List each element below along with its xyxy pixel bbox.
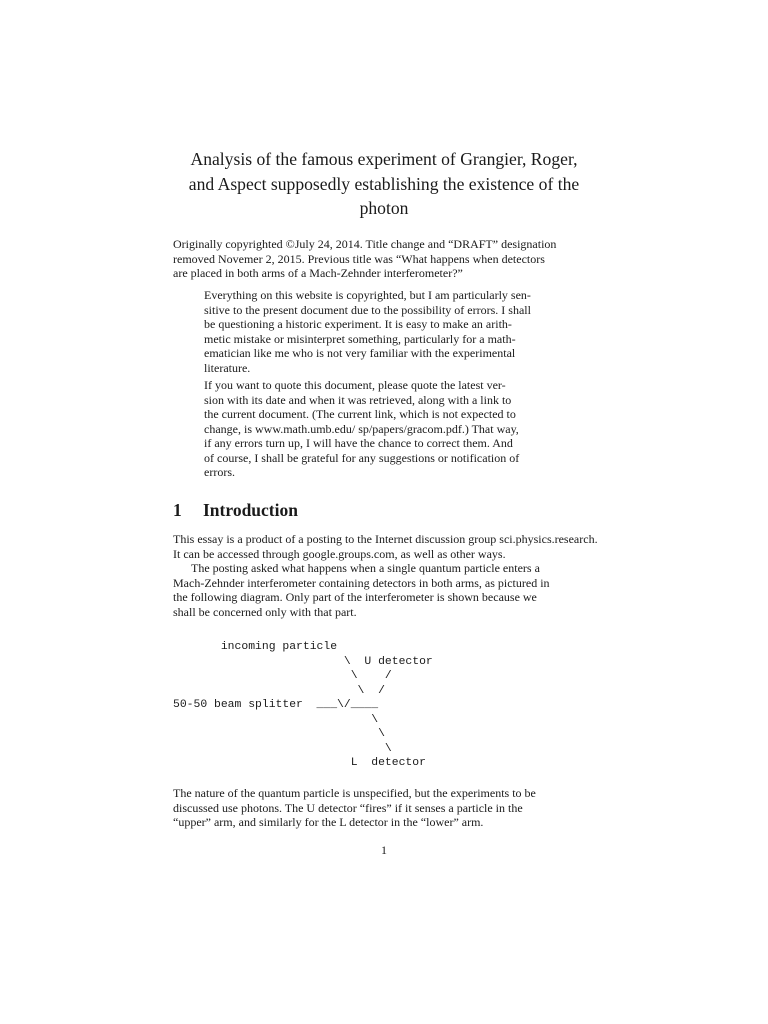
notice-paragraph-1	[204, 288, 588, 375]
section-heading	[173, 499, 298, 521]
body-line: This essay is a product of a posting to the Internet discussion group sci.physics.research.	[173, 532, 598, 546]
notice-line: literature.	[204, 360, 251, 375]
body-line: shall be concerned only with that part.	[173, 604, 357, 619]
body-paragraphs	[173, 532, 618, 619]
diagram-line: L detector	[173, 757, 426, 769]
page-number: 1	[381, 843, 387, 857]
copyright-line: Originally copyrighted ©July 24, 2014. Title change and “DRAFT” designation	[173, 237, 557, 251]
notice-line: the current document. (The current link, which is not expected to	[204, 407, 516, 421]
diagram-line: \ U detector	[173, 655, 433, 668]
interferometer-diagram	[173, 640, 433, 771]
notice-line: change, is www.math.umb.edu/ sp/papers/gracom.pdf.) That way,	[204, 421, 519, 436]
diagram-line: 50-50 beam splitter ___\/____	[173, 699, 379, 711]
body-line: The posting asked what happens when a single quantum particle enters a	[191, 561, 540, 575]
diagram-line: \ /	[173, 670, 392, 682]
title-line: photon	[359, 198, 409, 218]
notice-line: sitive to the present document due to the possibility of errors. I shall	[204, 302, 531, 317]
body-line: The nature of the quantum particle is unspecified, but the experiments to be	[173, 786, 536, 800]
section-title: Introduction	[203, 500, 298, 520]
title-line: Analysis of the famous experiment of Grangier, Roger,	[190, 149, 578, 169]
diagram-line: incoming particle	[173, 641, 338, 653]
body-line: the following diagram. Only part of the interferometer is shown because we	[173, 590, 537, 604]
notice-line: Everything on this website is copyrighted, but I am particularly sen-	[204, 288, 531, 302]
body-line: “upper” arm, and similarly for the L detector in the “lower” arm.	[173, 815, 484, 829]
title-line: and Aspect supposedly establishing the existence of the	[188, 173, 580, 194]
notice-line: If you want to quote this document, please quote the latest ver-	[204, 378, 506, 392]
copyright-line: are placed in both arms of a Mach-Zehnder interferometer?”	[173, 266, 463, 280]
notice-line: of course, I shall be grateful for any suggestions or notification of	[204, 450, 520, 465]
body-line: Mach-Zehnder interferometer containing detectors in both arms, as pictured in	[173, 575, 550, 590]
diagram-line: \	[173, 713, 379, 726]
body-line: discussed use photons. The U detector “fires” if it senses a particle in the	[173, 800, 523, 815]
body-line: It can be accessed through google.groups.com, as well as other ways.	[173, 546, 506, 561]
notice-line: metic mistake or misinterpret something, particularly for a math-	[204, 331, 516, 346]
notice-paragraph-2	[204, 378, 588, 480]
notice-line: ematician like me who is not very familiar with the experimental	[204, 346, 516, 360]
diagram-line: \ /	[173, 684, 385, 697]
diagram-line: \	[173, 728, 385, 740]
notice-line: be questioning a historic experiment. It is easy to make an arith-	[204, 317, 512, 331]
copyright-note	[173, 237, 618, 281]
copyright-line: removed Novemer 2, 2015. Previous title was “What happens when detectors	[173, 251, 545, 266]
diagram-line: \	[173, 742, 392, 755]
notice-line: if any errors turn up, I will have the chance to correct them. And	[204, 436, 513, 450]
paper-title	[160, 147, 608, 221]
notice-line: errors.	[204, 465, 235, 479]
section-number: 1	[173, 500, 182, 520]
notice-line: sion with its date and when it was retrieved, along with a link to	[204, 392, 512, 407]
body-paragraph-after-diagram	[173, 786, 618, 830]
